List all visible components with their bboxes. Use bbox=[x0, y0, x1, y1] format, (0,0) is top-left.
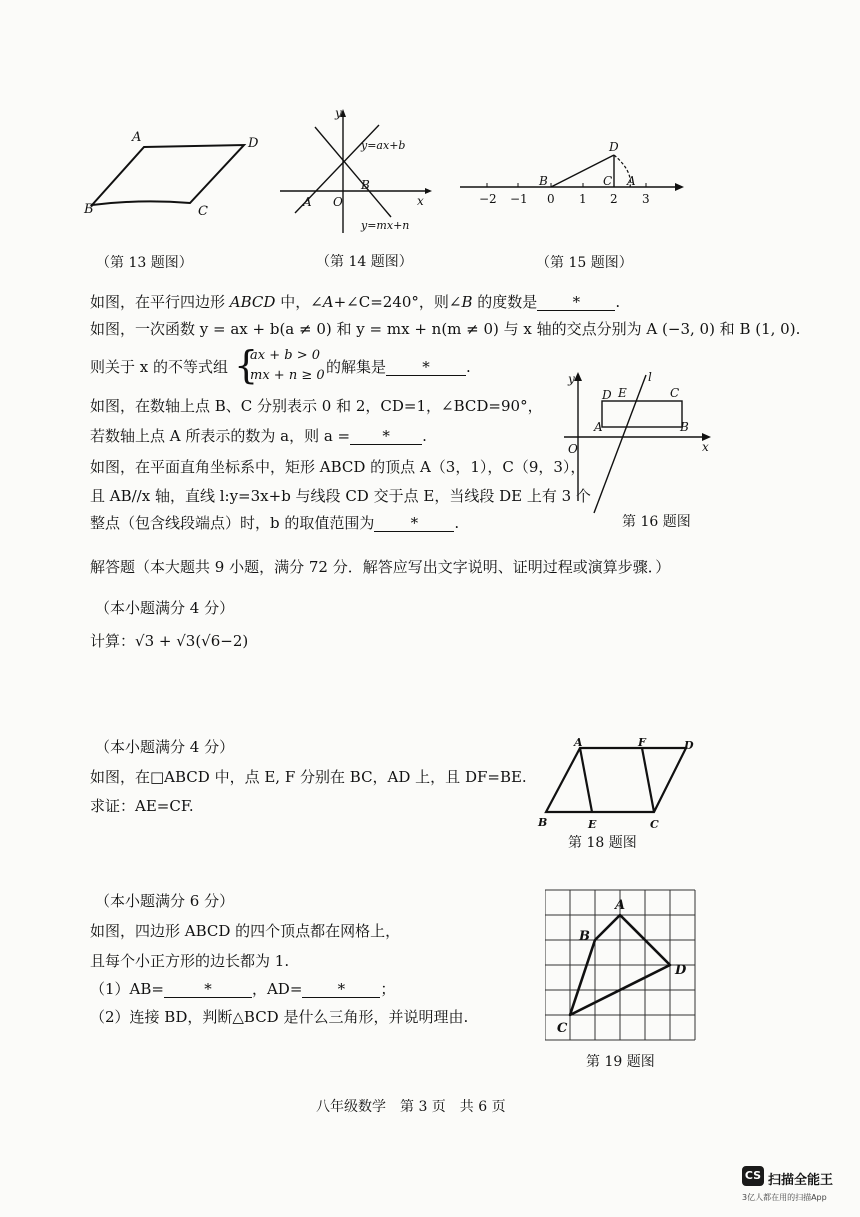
fig14-label-b: B bbox=[361, 178, 370, 192]
fig16-label-b: B bbox=[680, 420, 689, 434]
q18-line2: 求证：AE=CF. bbox=[90, 797, 194, 815]
fig16-label-e: E bbox=[618, 386, 627, 400]
q13-end: . bbox=[615, 293, 621, 311]
q19-answer-blank-ad: * bbox=[302, 982, 380, 998]
q14-answer-blank: * bbox=[386, 360, 466, 376]
q18-score: （本小题满分 4 分） bbox=[95, 738, 235, 756]
caption-fig14: （第 14 题图） bbox=[316, 254, 413, 270]
q16-text: 整点（包含线段端点）时，b 的取值范围为 bbox=[90, 514, 375, 532]
scanner-app-name: 扫描全能王 bbox=[768, 1173, 834, 1188]
section-heading: 解答题（本大题共 9 小题，满分 72 分．解答应写出文字说明、证明过程或演算步骤．） bbox=[90, 558, 671, 576]
scanner-tagline: 3亿人都在用的扫描App bbox=[742, 1193, 827, 1202]
fig15-label-b: B bbox=[539, 174, 548, 188]
fig15-label-c: C bbox=[603, 174, 613, 188]
q13-text: +∠C=240°，则∠ bbox=[333, 293, 462, 311]
page-footer: 八年级数学 第 3 页 共 6 页 bbox=[316, 1099, 506, 1115]
fig18-label-b: B bbox=[538, 816, 548, 829]
figure-14 bbox=[275, 105, 435, 235]
scanner-logo: CS bbox=[742, 1166, 764, 1186]
q19-line1: 如图，四边形 ABCD 的四个顶点都在网格上， bbox=[90, 922, 401, 940]
fig18-label-c: C bbox=[650, 818, 659, 831]
inequality-1: ax + b > 0 bbox=[250, 348, 320, 363]
fig14-label-line2: y=mx+n bbox=[361, 219, 410, 232]
q19-line2: 且每个小正方形的边长都为 1. bbox=[90, 952, 290, 970]
fig14-label-o: O bbox=[333, 195, 343, 209]
question-15-line2 bbox=[90, 429, 427, 445]
fig15-tick: 3 bbox=[642, 192, 650, 206]
fig16-label-o: O bbox=[568, 442, 578, 456]
figure-15 bbox=[455, 135, 690, 210]
figure-13 bbox=[80, 125, 280, 225]
fig15-label-a: A bbox=[627, 174, 636, 188]
q16-answer-blank: * bbox=[374, 516, 454, 532]
fig15-tick: −1 bbox=[510, 192, 528, 206]
inequality-2: mx + n ≥ 0 bbox=[250, 368, 325, 383]
figure-18 bbox=[534, 734, 704, 834]
fig18-label-d: D bbox=[684, 739, 694, 752]
fig15-tick: −2 bbox=[479, 192, 497, 206]
fig18-label-e: E bbox=[588, 818, 597, 831]
question-14-line2b bbox=[326, 360, 471, 376]
q13-text: 中，∠ bbox=[275, 293, 323, 311]
question-14-line2a: 则关于 x 的不等式组 bbox=[90, 358, 228, 376]
q17-score: （本小题满分 4 分） bbox=[95, 599, 235, 617]
caption-fig15: （第 15 题图） bbox=[536, 255, 633, 271]
fig14-label-line1: y=ax+b bbox=[361, 139, 406, 152]
fig15-tick: 0 bbox=[547, 192, 555, 206]
fig13-label-b: B bbox=[84, 202, 94, 217]
question-13 bbox=[90, 295, 620, 311]
fig16-label-d: D bbox=[602, 388, 612, 402]
brace-symbol: { bbox=[234, 343, 259, 387]
q14-text: 的解集是 bbox=[326, 358, 387, 376]
q15-end: . bbox=[422, 427, 427, 445]
fig16-label-l: l bbox=[648, 370, 652, 384]
q18-line1: 如图，在□ABCD 中，点 E, F 分别在 BC，AD 上，且 DF=BE. bbox=[90, 768, 527, 786]
q13-text: 如图，在平行四边形 bbox=[90, 293, 230, 311]
q13-b: B bbox=[461, 293, 473, 311]
caption-fig19: 第 19 题图 bbox=[586, 1054, 655, 1070]
fig15-tick: 2 bbox=[610, 192, 618, 206]
q17-expression: √3 + √3(√6−2) bbox=[135, 632, 249, 650]
q16-end: . bbox=[454, 514, 460, 532]
caption-fig16: 第 16 题图 bbox=[622, 514, 691, 530]
caption-fig18: 第 18 题图 bbox=[568, 835, 637, 851]
question-16-line3 bbox=[90, 516, 459, 532]
fig13-label-c: C bbox=[198, 204, 208, 219]
fig13-label-d: D bbox=[248, 136, 259, 151]
fig19-label-b: B bbox=[579, 929, 590, 944]
q19-text: ，AD= bbox=[251, 980, 303, 998]
fig14-label-y: y bbox=[335, 106, 342, 120]
q13-text: 的度数是 bbox=[472, 293, 538, 311]
q13-a: A bbox=[322, 293, 334, 311]
question-16-line1: 如图，在平面直角坐标系中，矩形 ABCD 的顶点 A（3，1），C（9，3）， bbox=[90, 458, 586, 476]
q19-score: （本小题满分 6 分） bbox=[95, 892, 235, 910]
caption-fig13: （第 13 题图） bbox=[96, 255, 193, 271]
figure-19 bbox=[545, 888, 703, 1050]
fig18-label-f: F bbox=[638, 736, 646, 749]
fig16-label-a: A bbox=[594, 420, 603, 434]
q19-text: ； bbox=[380, 980, 396, 998]
fig16-label-y: y bbox=[568, 372, 575, 386]
fig16-label-x: x bbox=[702, 440, 709, 454]
fig14-label-a: A bbox=[303, 195, 312, 209]
q17-text: 计算： bbox=[90, 632, 136, 650]
q19-answer-blank-ab: * bbox=[164, 982, 252, 998]
fig13-label-a: A bbox=[132, 130, 142, 145]
question-15-line1: 如图，在数轴上点 B、C 分别表示 0 和 2，CD=1，∠BCD=90°， bbox=[90, 397, 543, 415]
q15-text: 若数轴上点 A 所表示的数为 a，则 a = bbox=[90, 427, 351, 445]
q13-abcd: ABCD bbox=[229, 293, 276, 311]
fig15-tick: 1 bbox=[579, 192, 587, 206]
q19-text: （1）AB= bbox=[90, 980, 164, 998]
q15-answer-blank: * bbox=[350, 429, 422, 445]
fig19-label-c: C bbox=[557, 1021, 568, 1036]
fig16-label-c: C bbox=[670, 386, 680, 400]
q14-end: . bbox=[466, 358, 471, 376]
fig19-label-d: D bbox=[675, 963, 687, 978]
question-14-line1: 如图，一次函数 y = ax + b(a ≠ 0) 和 y = mx + n(m ≠ 0) 与 x 轴的交点分别为 A (−3, 0) 和 B (1, 0). bbox=[90, 320, 801, 338]
question-16-line2: 且 AB//x 轴，直线 l:y=3x+b 与线段 CD 交于点 E，当线段 DE 上有 3 个 bbox=[90, 487, 591, 505]
q19-line3 bbox=[90, 982, 395, 998]
fig18-label-a: A bbox=[574, 736, 583, 749]
q17-body bbox=[90, 634, 248, 649]
q13-answer-blank: * bbox=[537, 295, 615, 311]
fig15-label-d: D bbox=[609, 140, 619, 154]
q19-line4: （2）连接 BD，判断△BCD 是什么三角形，并说明理由. bbox=[90, 1008, 469, 1026]
fig14-label-x: x bbox=[417, 194, 424, 208]
fig19-label-a: A bbox=[615, 898, 626, 913]
